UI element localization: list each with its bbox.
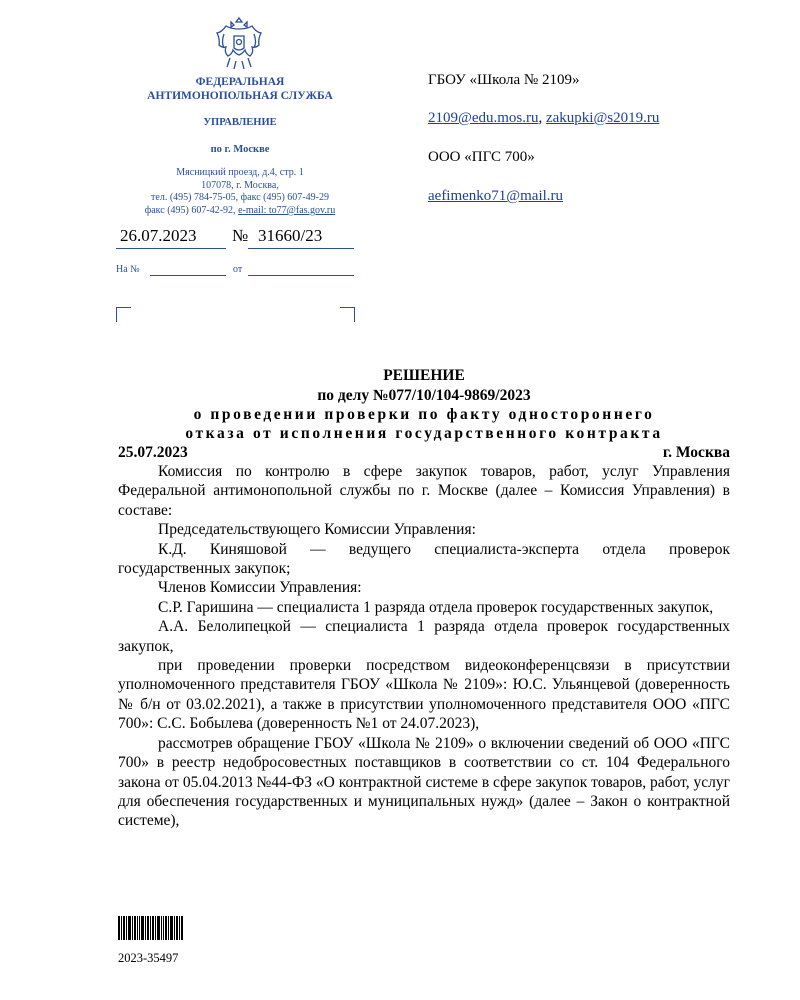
- address-corner-right: [340, 307, 355, 322]
- department-label: УПРАВЛЕНИЕ: [203, 117, 277, 128]
- reply-to-date-label: от: [233, 264, 243, 275]
- paragraph-member-1: С.Р. Гаришина — специалиста 1 разряда отдела проверок государственных закупок,: [158, 598, 714, 616]
- agency-name-line1: ФЕДЕРАЛЬНАЯ: [195, 76, 285, 88]
- decision-title: РЕШЕНИЕ: [383, 367, 465, 384]
- address-phones: тел. (495) 784-75-05, факс (495) 607-49-29: [151, 192, 329, 203]
- decision-date: 25.07.2023: [118, 444, 188, 461]
- case-number: по делу №077/10/104-9869/2023: [317, 387, 531, 404]
- registration-date-underline: [116, 248, 226, 249]
- recipient-company-email: [428, 188, 563, 205]
- registration-number: 31660/23: [258, 226, 323, 245]
- paragraph-chair-heading: Председательствующего Комиссии Управления:: [158, 521, 476, 539]
- reply-to-number-underline: [150, 275, 226, 276]
- paragraph-commission: Комиссия по контролю в сфере закупок товаров, работ, услуг Управления Федеральной антимонопольной службы по г. Москве (далее – Комиссия Управления) в составе:: [118, 463, 730, 519]
- address-corner-left: [116, 307, 131, 322]
- procurement-email-link[interactable]: zakupki@s2019.ru: [545, 110, 660, 126]
- paragraph-members-heading: Членов Комиссии Управления:: [158, 579, 362, 597]
- paragraph-considered: рассмотрев обращение ГБОУ «Школа № 2109» о включении сведений об ООО «ПГС 700» в реестр недобросовестных поставщиков в соответствии со ст. 104 Федерального закона от 05.04.2013 №44-ФЗ «О контрактной системе в сфере закупок товаров, работ, услуг для обеспечения государственных и муниципальных нужд» (далее – Закон о контрактной системе),: [118, 734, 730, 830]
- coat-of-arms-icon: [212, 14, 266, 72]
- paragraph-chair: К.Д. Киняшовой — ведущего специалиста-эксперта отдела проверок государственных закупок;: [118, 540, 730, 578]
- registration-number-sign: №: [232, 226, 249, 245]
- decision-subject-line2: отказа от исполнения государственного контракта: [185, 425, 663, 442]
- decision-body: [118, 462, 730, 831]
- address-line2: 107078, г. Москва,: [201, 180, 279, 191]
- barcode-number: 2023-35497: [118, 951, 179, 965]
- decision-subject-line1: о проведении проверки по факту одностороннего: [193, 406, 655, 423]
- reply-to-date-underline: [248, 275, 354, 276]
- decision-date-place: [118, 444, 730, 462]
- recipient-company: ООО «ПГС 700»: [428, 149, 535, 165]
- paragraph-hearing: при проведении проверки посредством видеоконференцсвязи в присутствии уполномоченного представителя ГБОУ «Школа № 2109»: Ю.С. Ульянцевой (доверенность № б/н от 03.02.2021), а также в присутствии уполномоченного представителя ООО «ПГС 700»: С.С. Бобылева (доверенность №1 от 24.07.2023),: [118, 657, 730, 733]
- paragraph-member-2: А.А. Белолипецкой — специалиста 1 разряда отдела проверок государственных закупок,: [118, 618, 730, 655]
- email-separator: ,: [538, 110, 546, 126]
- address-fax-email: [100, 205, 380, 218]
- recipient-school: ГБОУ «Школа № 2109»: [428, 72, 580, 88]
- agency-email-link[interactable]: e-mail: to77@fas.gov.ru: [238, 205, 336, 216]
- registration-number-underline: [248, 248, 354, 249]
- address-line1: Мясницкий проезд, д.4, стр. 1: [176, 167, 304, 178]
- registration-date: 26.07.2023: [120, 226, 197, 245]
- agency-name-line2: АНТИМОНОПОЛЬНАЯ СЛУЖБА: [147, 90, 333, 102]
- decision-place: г. Москва: [662, 444, 730, 461]
- company-email-link[interactable]: aefimenko71@mail.ru: [428, 188, 564, 204]
- barcode-icon: [118, 916, 184, 940]
- reply-to-number-label: На №: [116, 264, 140, 275]
- department-city: по г. Москве: [210, 144, 270, 155]
- school-email-link[interactable]: 2109@edu.mos.ru: [428, 110, 539, 126]
- fax-text: факс (495) 607-42-92,: [144, 205, 239, 216]
- recipient-school-emails: [428, 110, 659, 127]
